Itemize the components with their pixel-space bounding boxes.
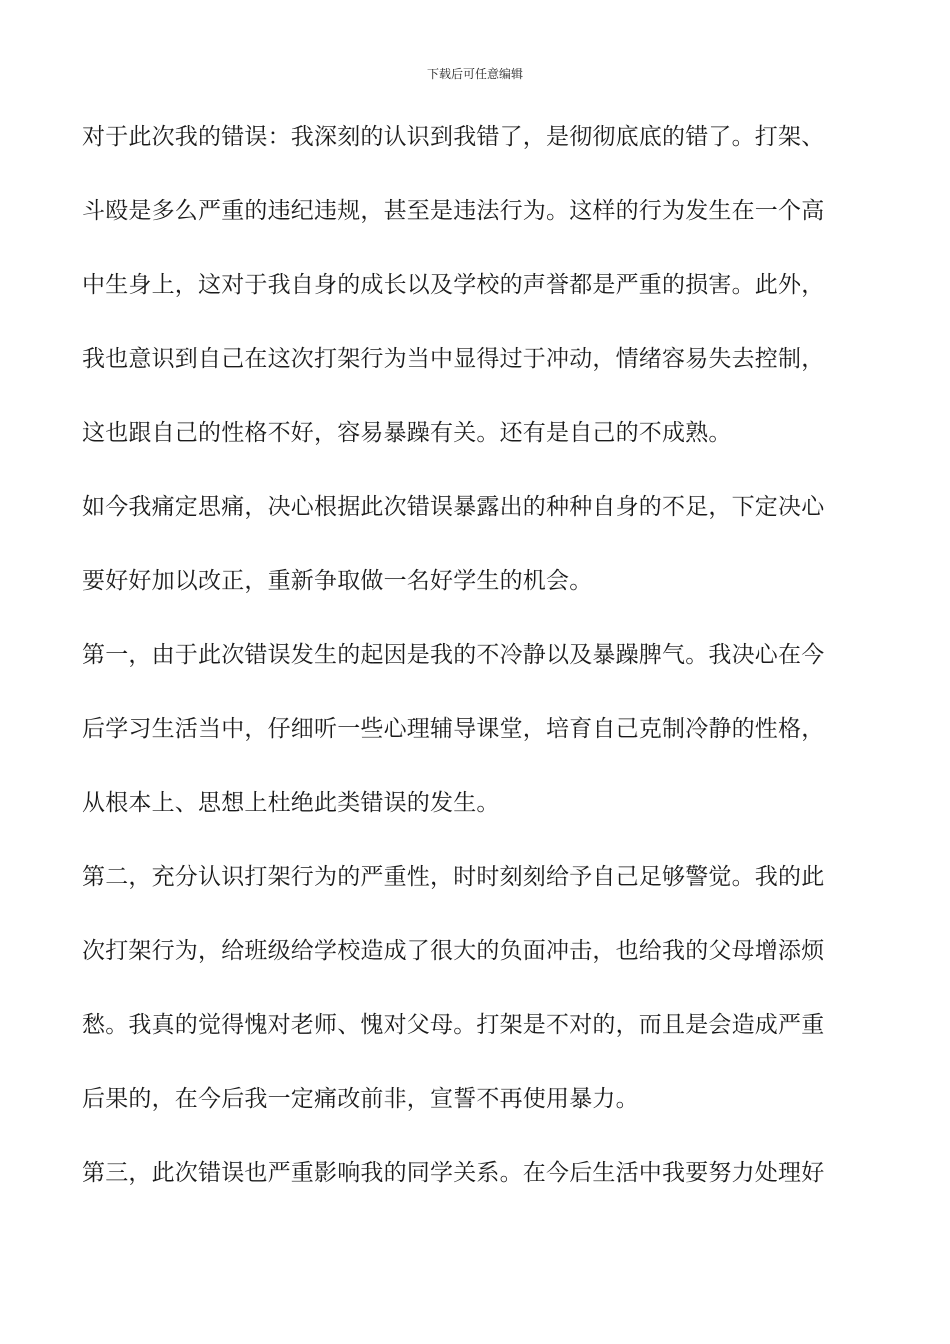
text-line: 第三，此次错误也严重影响我的同学关系。在今后生活中我要努力处理好 [82, 1160, 825, 1186]
text-line: 次打架行为，给班级给学校造成了很大的负面冲击，也给我的父母增添烦 [82, 938, 825, 964]
header-note: 下载后可任意编辑 [426, 67, 523, 81]
text-line: 第一，由于此次错误发生的起因是我的不冷静以及暴躁脾气。我决心在今 [82, 642, 825, 668]
text-line: 对于此次我的错误：我深刻的认识到我错了，是彻彻底底的错了。打架、 [82, 124, 825, 150]
text-line: 愁。我真的觉得愧对老师、愧对父母。打架是不对的，而且是会造成严重 [82, 1012, 825, 1038]
text-line: 如今我痛定思痛，决心根据此次错误暴露出的种种自身的不足，下定决心 [82, 494, 825, 520]
text-line: 斗殴是多么严重的违纪违规，甚至是违法行为。这样的行为发生在一个高 [82, 198, 825, 224]
text-line: 这也跟自己的性格不好，容易暴躁有关。还有是自己的不成熟。 [82, 420, 732, 446]
text-line: 第二，充分认识打架行为的严重性，时时刻刻给予自己足够警觉。我的此 [82, 864, 825, 890]
text-line: 后果的，在今后我一定痛改前非，宣誓不再使用暴力。 [82, 1086, 639, 1112]
text-line: 后学习生活当中，仔细听一些心理辅导课堂，培育自己克制冷静的性格， [82, 716, 825, 742]
text-line: 从根本上、思想上杜绝此类错误的发生。 [82, 790, 500, 816]
text-line: 我也意识到自己在这次打架行为当中显得过于冲动，情绪容易失去控制， [82, 346, 825, 372]
text-line: 要好好加以改正，重新争取做一名好学生的机会。 [82, 568, 593, 594]
text-line: 中生身上，这对于我自身的成长以及学校的声誉都是严重的损害。此外， [82, 272, 825, 298]
document-body [82, 119, 872, 1229]
